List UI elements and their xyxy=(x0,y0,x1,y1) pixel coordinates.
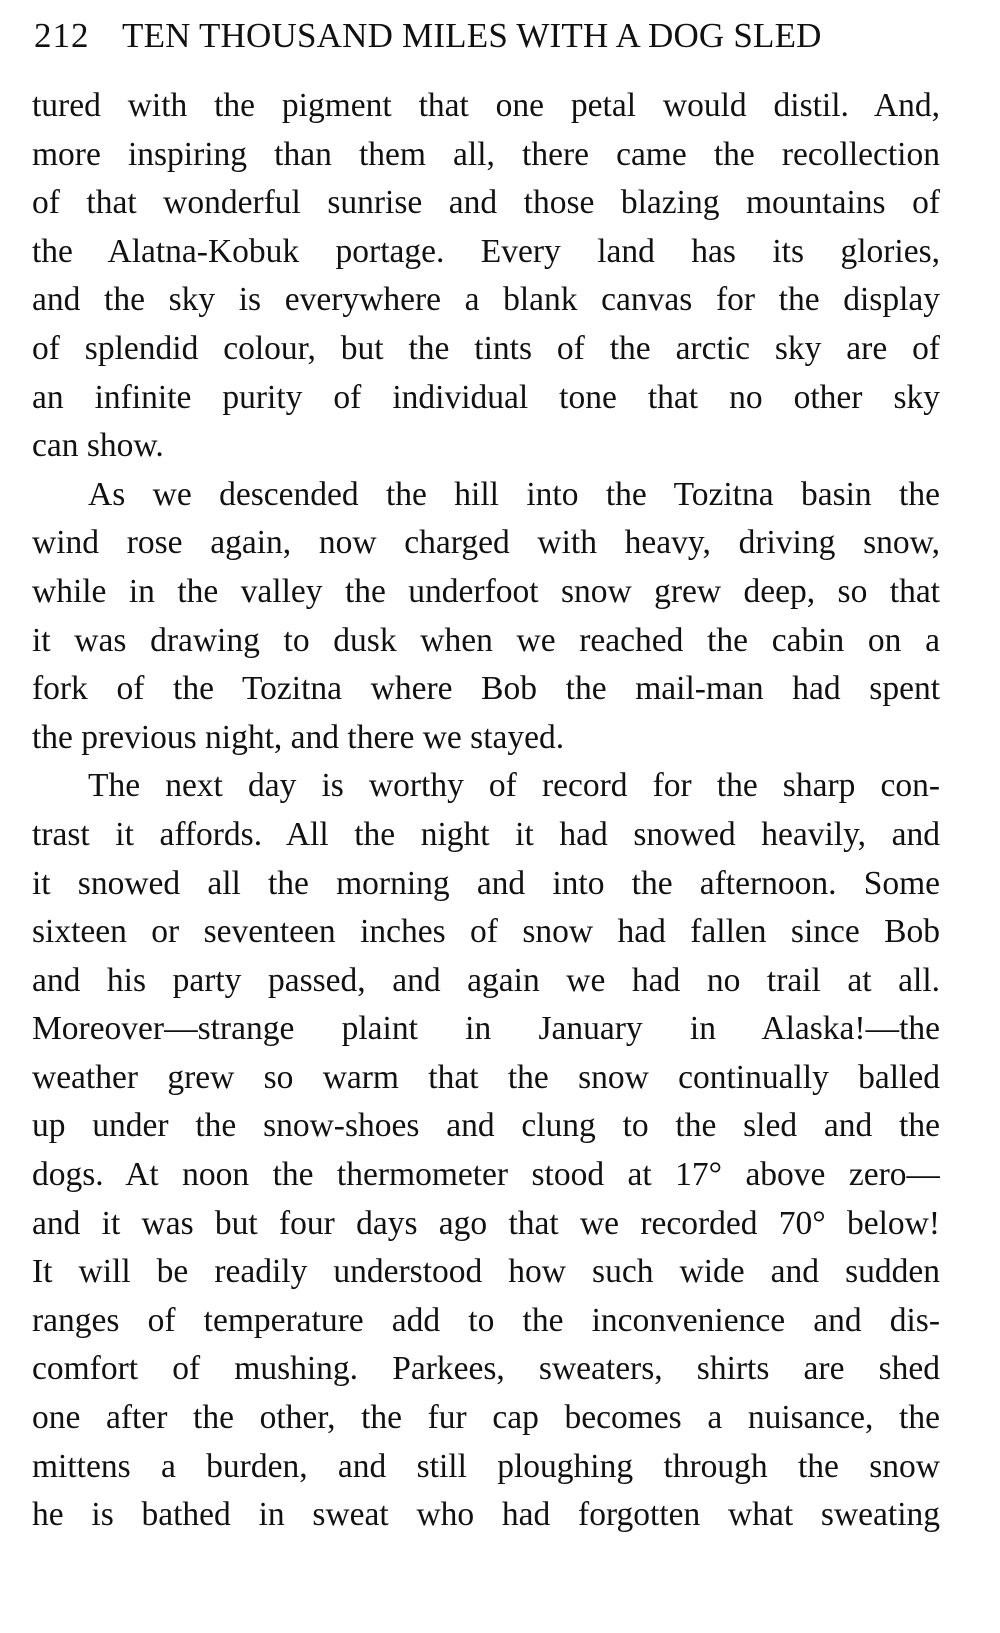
text-line: trast it affords. All the night it had snowed heavily, and xyxy=(32,815,940,853)
text-line: mittens a burden, and still ploughing through the snow xyxy=(32,1447,940,1485)
text-line: As we descended the hill into the Tozitna basin the xyxy=(88,475,940,513)
page-number: 212 xyxy=(34,16,90,55)
text-line: Moreover—strange plaint in January in Alaska!—the xyxy=(32,1010,940,1048)
book-title: TEN THOUSAND MILES WITH A DOG SLED xyxy=(122,16,822,55)
text-line: wind rose again, now charged with heavy, driving snow, xyxy=(32,524,940,562)
text-line: fork of the Tozitna where Bob the mail-man had spent xyxy=(32,670,940,708)
text-line: ranges of temperature add to the inconvenience and dis- xyxy=(32,1301,940,1339)
text-line: of splendid colour, but the tints of the arctic sky are of xyxy=(32,329,940,367)
text-line: while in the valley the underfoot snow grew deep, so that xyxy=(32,572,940,610)
text-line: can show. xyxy=(32,427,164,465)
text-line: an infinite purity of individual tone that no other sky xyxy=(32,378,940,416)
text-line: and the sky is everywhere a blank canvas for the display xyxy=(32,281,940,319)
text-line: It will be readily understood how such wide and sudden xyxy=(32,1253,940,1291)
text-line: the previous night, and there we stayed. xyxy=(32,718,565,756)
text-line: more inspiring than them all, there came the recollection xyxy=(32,135,940,173)
text-line: sixteen or seventeen inches of snow had fallen since Bob xyxy=(32,913,940,951)
text-line: he is bathed in sweat who had forgotten what sweating xyxy=(32,1496,940,1534)
text-line: and his party passed, and again we had no trail at all. xyxy=(32,961,940,999)
running-head xyxy=(34,12,944,60)
text-line: weather grew so warm that the snow continually balled xyxy=(32,1058,940,1096)
text-line: one after the other, the fur cap becomes a nuisance, the xyxy=(32,1399,940,1437)
text-line: up under the snow-shoes and clung to the sled and the xyxy=(32,1107,940,1145)
paragraph xyxy=(32,471,940,763)
paragraph xyxy=(32,762,940,1540)
text-line: the Alatna-Kobuk portage. Every land has its glories, xyxy=(32,232,940,270)
text-line: of that wonderful sunrise and those blazing mountains of xyxy=(32,184,940,222)
body-text xyxy=(32,82,940,1540)
text-line: it snowed all the morning and into the afternoon. Some xyxy=(32,864,940,902)
text-line: tured with the pigment that one petal would distil. And, xyxy=(32,87,940,124)
paragraph xyxy=(32,82,940,471)
text-line: it was drawing to dusk when we reached the cabin on a xyxy=(32,621,940,659)
text-line: dogs. At noon the thermometer stood at 17° above zero— xyxy=(32,1156,940,1194)
text-line: The next day is worthy of record for the sharp con- xyxy=(88,767,940,805)
text-line: comfort of mushing. Parkees, sweaters, shirts are shed xyxy=(32,1350,940,1388)
text-line: and it was but four days ago that we recorded 70° below! xyxy=(32,1204,940,1242)
